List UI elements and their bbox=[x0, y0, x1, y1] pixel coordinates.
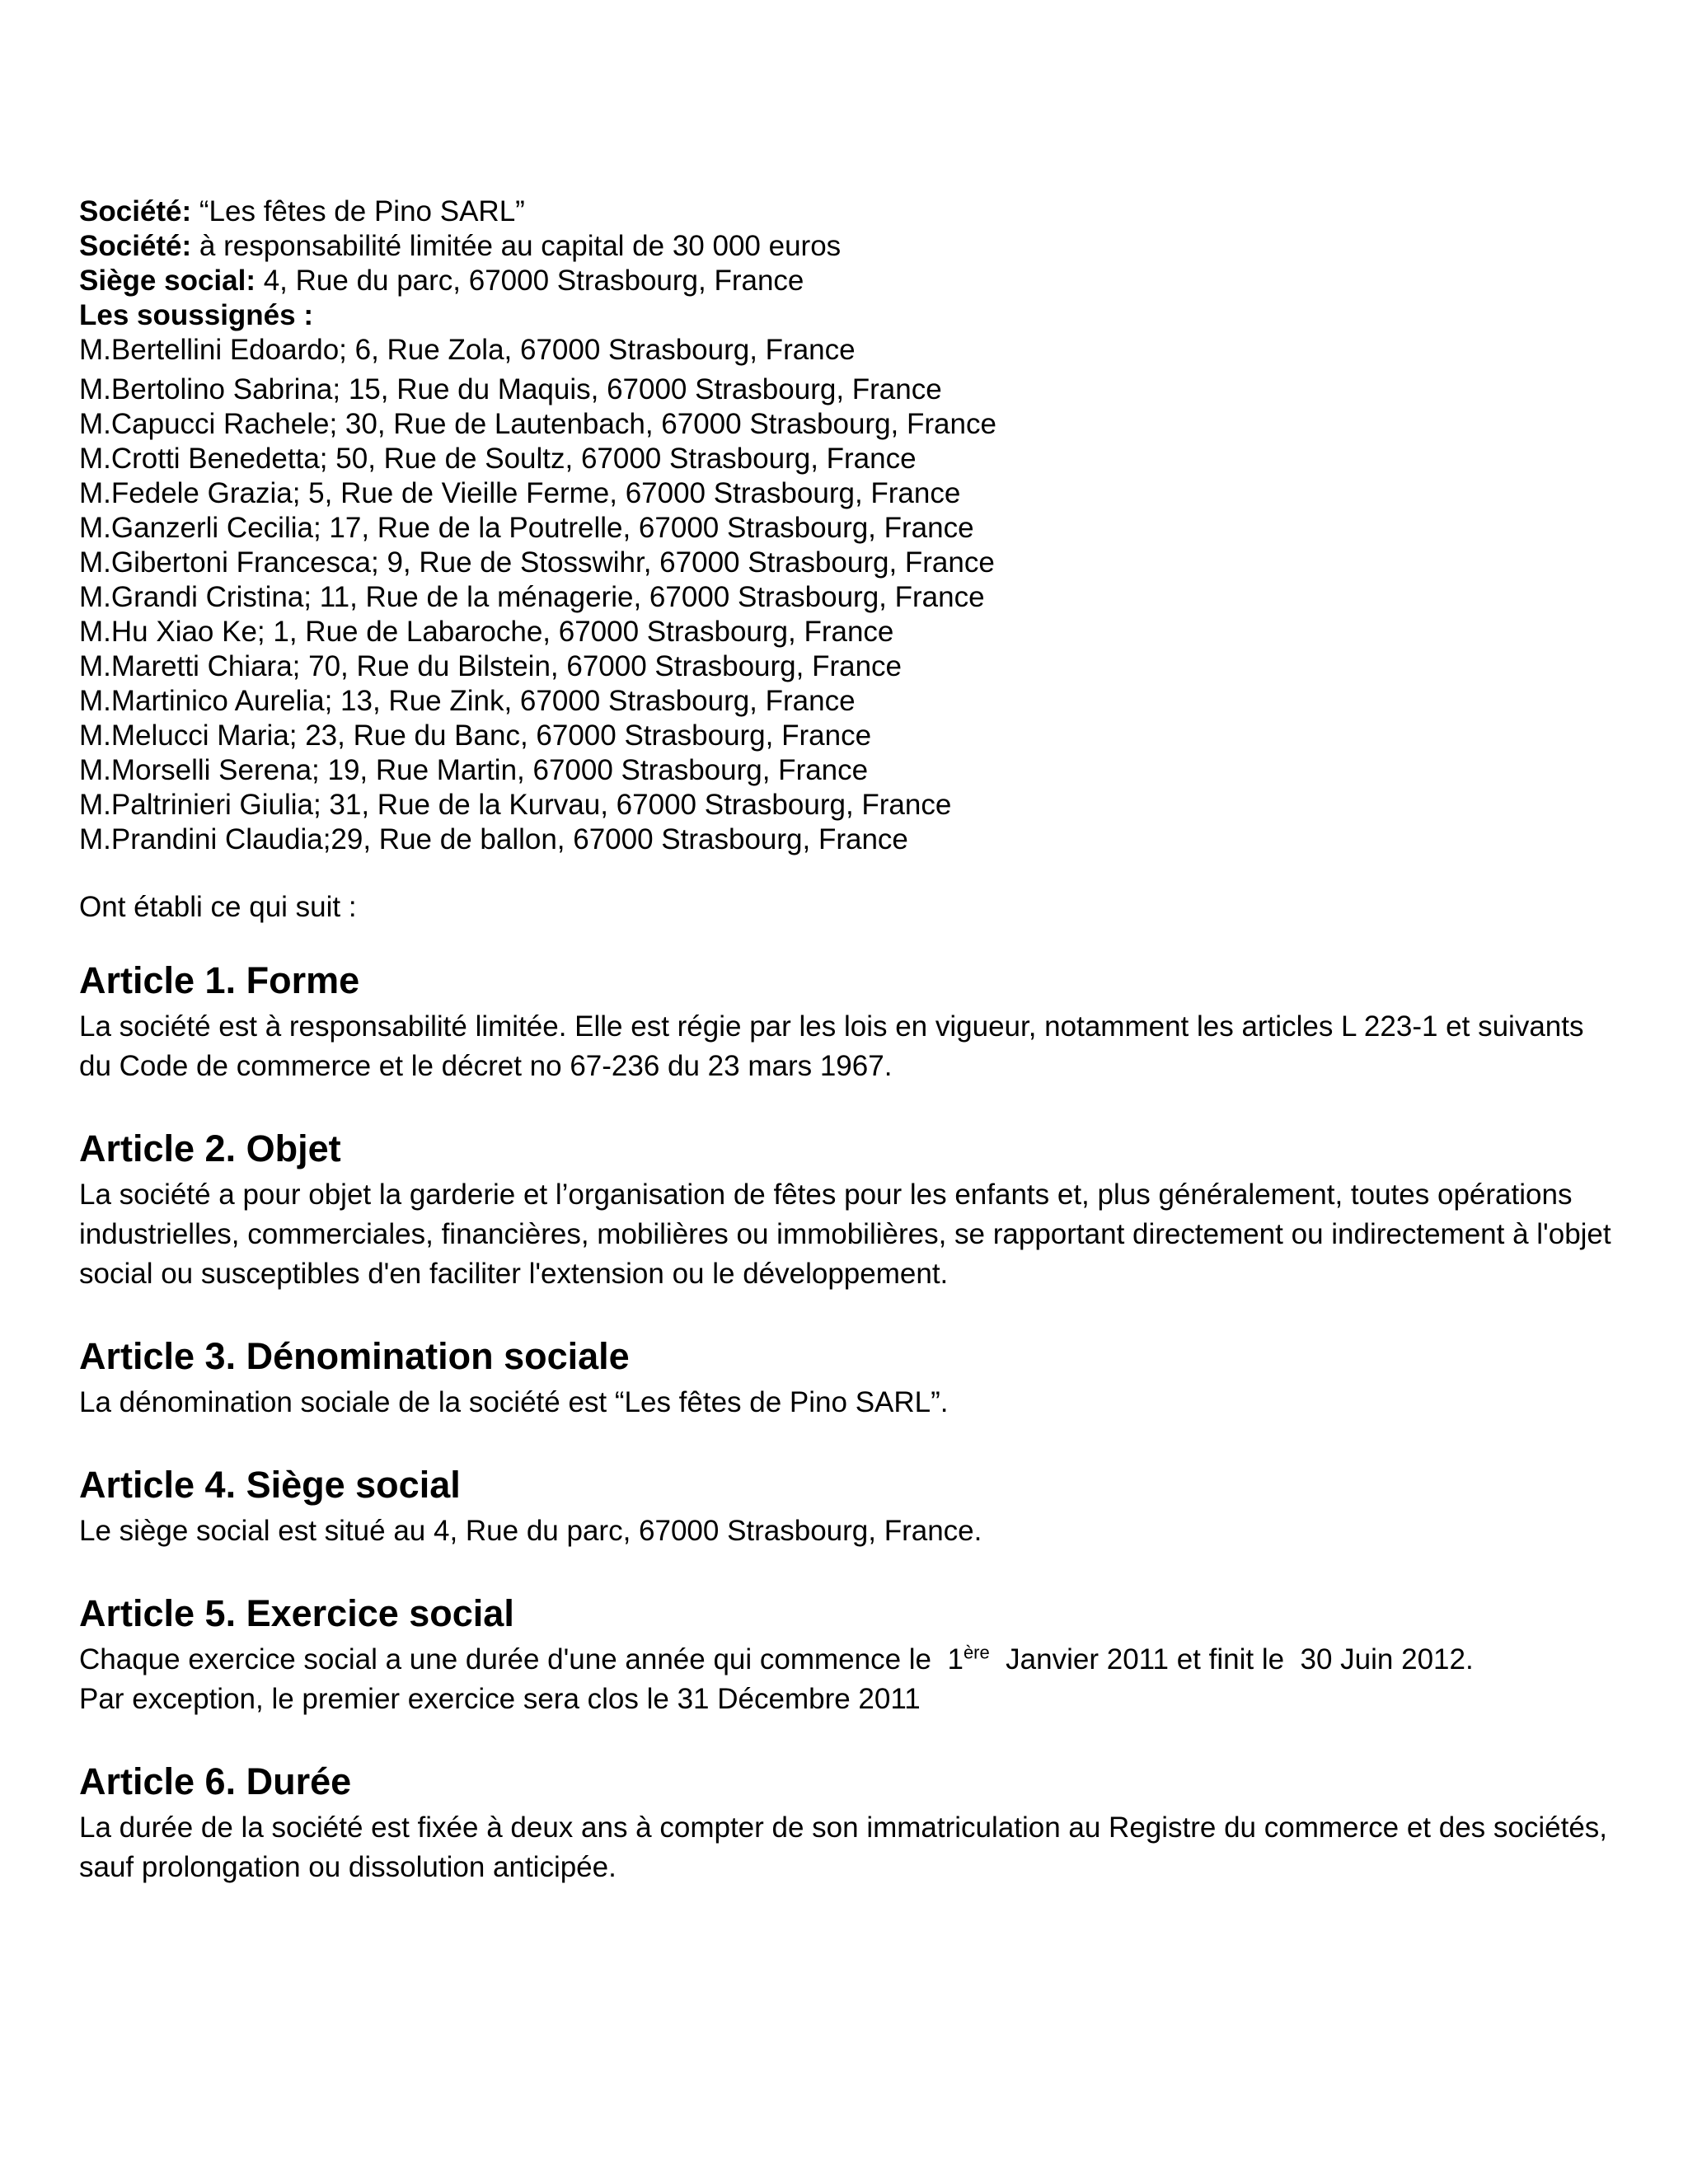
article-title: Article 5. Exercice social bbox=[79, 1592, 514, 1634]
article-body bbox=[79, 1640, 1612, 1719]
article-title: Article 2. Objet bbox=[79, 1127, 341, 1169]
signatory-line: M.Prandini Claudia;29, Rue de ballon, 67000 Strasbourg, France bbox=[79, 823, 908, 855]
article-body: La durée de la société est fixée à deux ans à compter de son immatriculation au Registre du commerce et des sociétés, sauf prolongation ou dissolution anticipée. bbox=[79, 1811, 1608, 1883]
article-4 bbox=[79, 1462, 1612, 1551]
article-title: Article 3. Dénomination sociale bbox=[79, 1335, 630, 1377]
article-body: Le siège social est situé au 4, Rue du parc, 67000 Strasbourg, France. bbox=[79, 1515, 982, 1547]
company-type-label: Société: bbox=[79, 230, 192, 262]
article-title: Article 4. Siège social bbox=[79, 1464, 461, 1506]
article-3 bbox=[79, 1333, 1612, 1422]
signatory-line: M.Grandi Cristina; 11, Rue de la ménagerie, 67000 Strasbourg, France bbox=[79, 581, 985, 613]
article-2 bbox=[79, 1126, 1612, 1294]
signatory-list bbox=[79, 373, 1612, 857]
signatory-line: M.Morselli Serena; 19, Rue Martin, 67000 Strasbourg, France bbox=[79, 754, 869, 786]
document-page bbox=[79, 194, 1612, 1887]
signatory-line: M.Gibertoni Francesca; 9, Rue de Stosswihr, 67000 Strasbourg, France bbox=[79, 546, 995, 579]
company-type-line bbox=[79, 229, 1612, 264]
signatory-line: M.Ganzerli Cecilia; 17, Rue de la Poutrelle, 67000 Strasbourg, France bbox=[79, 512, 974, 544]
article-body-part: Janvier 2011 et finit le 30 Juin 2012. bbox=[989, 1643, 1474, 1675]
signatory-line: M.Fedele Grazia; 5, Rue de Vieille Ferme, 67000 Strasbourg, France bbox=[79, 477, 961, 509]
article-title: Article 6. Durée bbox=[79, 1760, 352, 1802]
article-body: La société a pour objet la garderie et l’organisation de fêtes pour les enfants et, plus généralement, toutes opérations industrielles, commerciales, financières, mobilières ou immobilières, se rapportant directement ou indirectement à l'objet social ou susceptibles d'en faciliter l'extension ou le développement. bbox=[79, 1179, 1611, 1290]
signatory-line: M.Bertellini Edoardo; 6, Rue Zola, 67000 Strasbourg, France bbox=[79, 334, 856, 366]
article-body: La dénomination sociale de la société est “Les fêtes de Pino SARL”. bbox=[79, 1386, 949, 1418]
article-body-part: Par exception, le premier exercice sera clos le 31 Décembre 2011 bbox=[79, 1683, 921, 1715]
signatory-line: M.Bertolino Sabrina; 15, Rue du Maquis, 67000 Strasbourg, France bbox=[79, 373, 942, 405]
company-type-value: à responsabilité limitée au capital de 30 000 euros bbox=[199, 230, 842, 262]
article-title: Article 1. Forme bbox=[79, 959, 360, 1001]
signatory-line: M.Crotti Benedetta; 50, Rue de Soultz, 67000 Strasbourg, France bbox=[79, 443, 917, 475]
company-value: “Les fêtes de Pino SARL” bbox=[199, 195, 525, 227]
signatory-line: M.Hu Xiao Ke; 1, Rue de Labaroche, 67000 Strasbourg, France bbox=[79, 616, 894, 648]
registered-office-label: Siège social: bbox=[79, 265, 256, 297]
article-5 bbox=[79, 1591, 1612, 1719]
registered-office-value: 4, Rue du parc, 67000 Strasbourg, France bbox=[263, 265, 804, 297]
intro-text: Ont établi ce qui suit : bbox=[79, 891, 357, 923]
ordinal-superscript: ère bbox=[963, 1642, 990, 1663]
company-label: Société: bbox=[79, 195, 192, 227]
signatory-line: M.Paltrinieri Giulia; 31, Rue de la Kurvau, 67000 Strasbourg, France bbox=[79, 789, 952, 821]
article-body-part: Chaque exercice social a une durée d'une année qui commence le 1 bbox=[79, 1643, 964, 1675]
signatory-line: M.Capucci Rachele; 30, Rue de Lautenbach, 67000 Strasbourg, France bbox=[79, 408, 996, 440]
article-body: La société est à responsabilité limitée. Elle est régie par les lois en vigueur, notamment les articles L 223-1 et suivants du Code de commerce et le décret no 67-236 du 23 mars 1967. bbox=[79, 1010, 1584, 1082]
company-name-line bbox=[79, 194, 1612, 229]
article-6 bbox=[79, 1759, 1612, 1887]
signatory-line: M.Martinico Aurelia; 13, Rue Zink, 67000 Strasbourg, France bbox=[79, 685, 856, 717]
article-1 bbox=[79, 958, 1612, 1086]
signatory-line: M.Melucci Maria; 23, Rue du Banc, 67000 Strasbourg, France bbox=[79, 719, 872, 752]
registered-office-line bbox=[79, 264, 1612, 298]
signatories-heading: Les soussignés : bbox=[79, 299, 313, 331]
signatory-line: M.Maretti Chiara; 70, Rue du Bilstein, 67000 Strasbourg, France bbox=[79, 650, 902, 682]
